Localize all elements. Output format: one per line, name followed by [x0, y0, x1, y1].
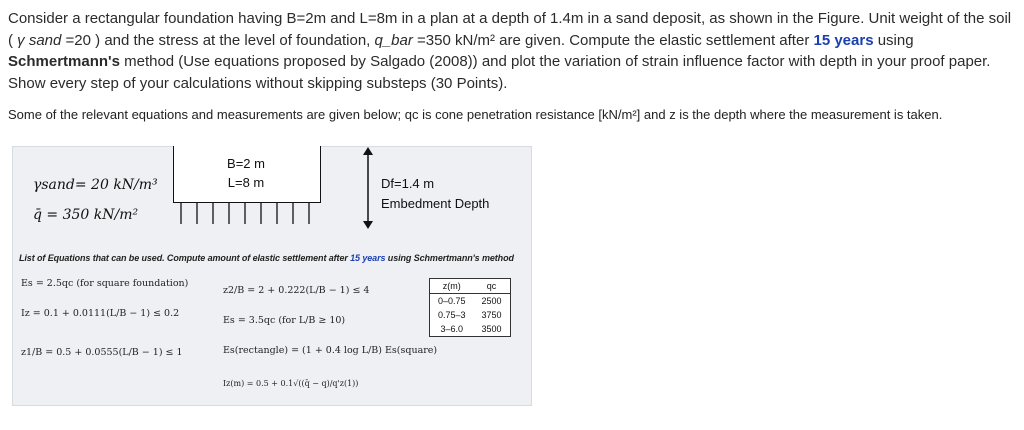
equation-z2: z2/B = 2 + 0.222(L/B − 1) ≤ 4: [223, 285, 370, 296]
length-label: L=8 m: [227, 175, 265, 190]
equation-es-square: Es = 2.5qc (for square foundation): [21, 278, 189, 289]
duration-highlight: 15 years: [813, 31, 874, 49]
depth-arrow-icon: [361, 147, 375, 229]
stress-label: q̄ = 350 kN/m²: [33, 207, 139, 223]
load-arrows-icon: [173, 202, 319, 228]
table-row: 0.75–3 3750: [438, 310, 502, 320]
problem-statement: Consider a rectangular foundation having B=2m and L=8m in a plan at a depth of 1.4m in a sand deposit, as shown in the Figure. Unit weight of the soil ( γ sand =20 ) and the stress at the level of foundation, q_bar =350 kN/m² are given. Compute the elastic settlement after 15 years using Schmertmann's method (Use equations proposed by Salgado (2008)) and plot the variation of strain influence factor with depth in your proof paper. Show every step of your calculations without skipping substeps (30 Points).: [8, 10, 1012, 92]
method-name: Schmertmann's: [8, 53, 120, 70]
table-row: 3–6.0 3500: [440, 324, 502, 334]
table-row: 0–0.75 2500: [438, 296, 502, 306]
equation-z1: z1/B = 0.5 + 0.0555(L/B − 1) ≤ 1: [21, 347, 183, 358]
equation-iz: Iz = 0.1 + 0.0111(L/B − 1) ≤ 0.2: [21, 308, 180, 319]
equation-izm: Iz(m) = 0.5 + 0.1√((q̄ − q)/q'z(1)): [223, 379, 359, 388]
table-header: z(m): [430, 279, 474, 294]
equation-list-title: List of Equations that can be used. Compute amount of elastic settlement after 15 years using Schmertmann's method: [19, 253, 514, 263]
cpt-table: [429, 278, 511, 337]
embedment-label: Embedment Depth: [381, 196, 490, 211]
unit-weight-label: γsand= 20 kN/m³: [33, 177, 158, 193]
measurement-note: Some of the relevant equations and measurements are given below; qc is cone penetration resistance [kN/m²] and z is the depth where the measurement is taken.: [8, 107, 943, 122]
depth-label: Df=1.4 m: [381, 176, 435, 191]
equation-es-strip: Es = 3.5qc (for L/B ≥ 10): [223, 315, 346, 326]
table-header: qc: [474, 279, 511, 294]
width-label: B=2 m: [227, 156, 265, 171]
problem-figure: [12, 146, 532, 406]
equation-es-rectangle: Es(rectangle) = (1 + 0.4 log L/B) Es(square): [223, 345, 438, 356]
